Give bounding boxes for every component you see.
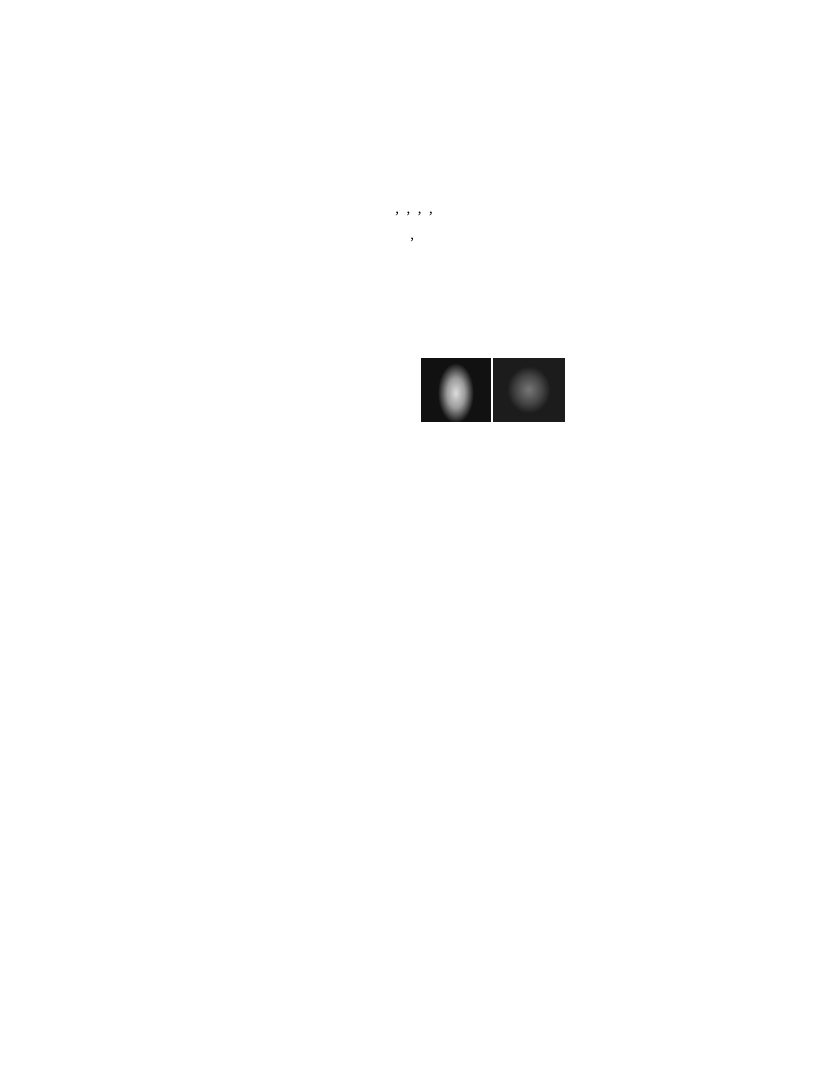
arxiv-side-label <box>16 286 52 756</box>
average-pose-female-image <box>421 358 491 422</box>
author-list: , , , , , <box>395 201 433 243</box>
author-notes <box>0 276 828 287</box>
affiliations <box>0 250 828 272</box>
color-ylabel <box>578 430 586 475</box>
average-pose-male-image <box>493 358 565 422</box>
average-color-male-swatch <box>658 358 733 422</box>
figure-1 <box>418 345 738 490</box>
average-color-female-swatch <box>583 358 656 422</box>
